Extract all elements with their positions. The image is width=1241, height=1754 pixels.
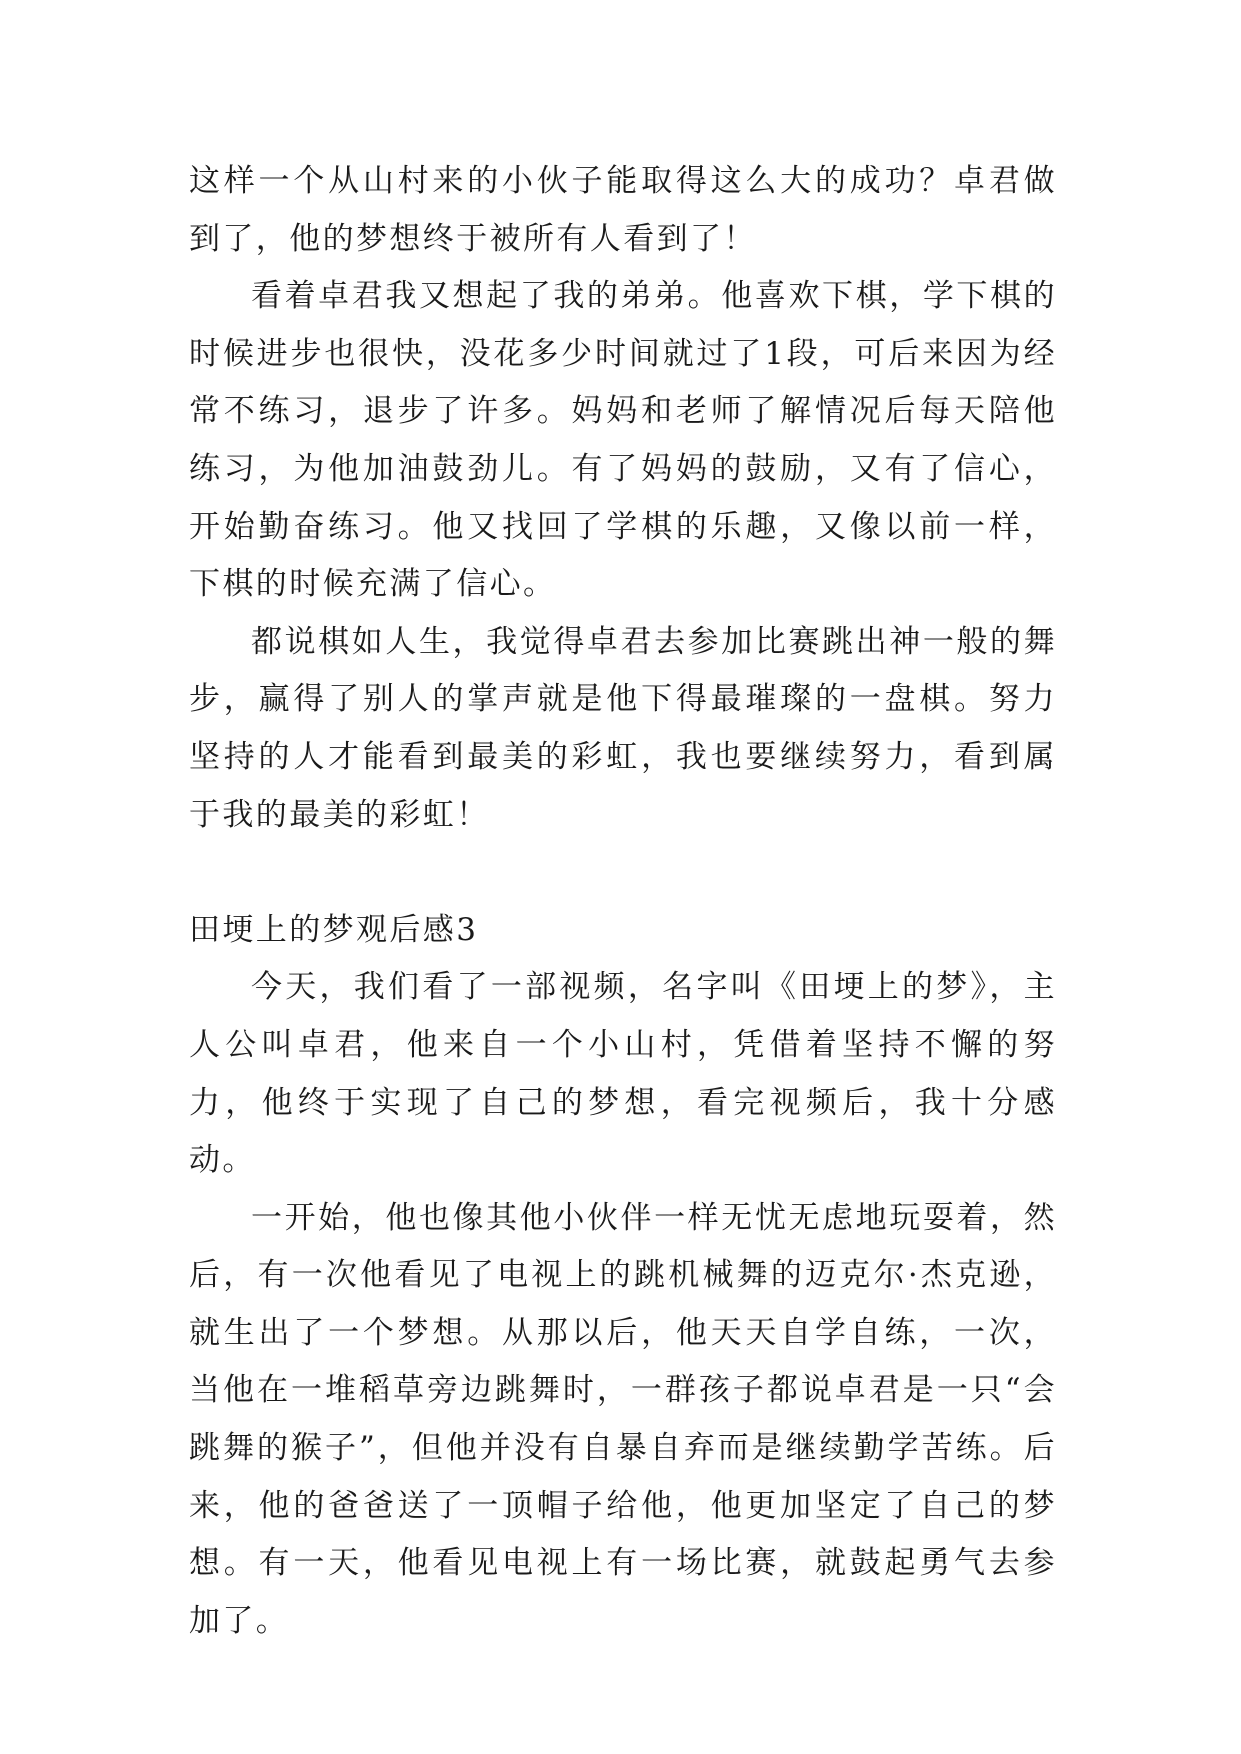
section-title: 田埂上的梦观后感3	[189, 911, 479, 948]
paragraph-continuation: 这样一个从山村来的小伙子能取得这么大的成功？卓君做到了，他的梦想终于被所有人看到了！	[189, 163, 1057, 257]
paragraph-chess-life: 都说棋如人生，我觉得卓君去参加比赛跳出神一般的舞步，赢得了别人的掌声就是他下得最璀璨的一盘棋。努力坚持的人才能看到最美的彩虹，我也要继续努力，看到属于我的最美的彩虹！	[189, 623, 1057, 833]
document-body	[189, 153, 1057, 1650]
paragraph-brother: 看着卓君我又想起了我的弟弟。他喜欢下棋，学下棋的时候进步也很快，没花多少时间就过了1段，可后来因为经常不练习，退步了许多。妈妈和老师了解情况后每天陪他练习，为他加油鼓劲儿。有了妈妈的鼓励，又有了信心，开始勤奋练习。他又找回了学棋的乐趣，又像以前一样，下棋的时候充满了信心。	[189, 278, 1057, 603]
paragraph-story: 一开始，他也像其他小伙伴一样无忧无虑地玩耍着，然后，有一次他看见了电视上的跳机械舞的迈克尔·杰克逊，就生出了一个梦想。从那以后，他天天自学自练，一次，当他在一堆稻草旁边跳舞时，一群孩子都说卓君是一只“会跳舞的猴子”，但他并没有自暴自弃而是继续勤学苦练。后来，他的爸爸送了一顶帽子给他，他更加坚定了自己的梦想。有一天，他看见电视上有一场比赛，就鼓起勇气去参加了。	[189, 1199, 1057, 1639]
paragraph-intro: 今天，我们看了一部视频，名字叫《田埂上的梦》，主人公叫卓君，他来自一个小山村，凭借着坚持不懈的努力，他终于实现了自己的梦想，看完视频后，我十分感动。	[189, 969, 1057, 1179]
